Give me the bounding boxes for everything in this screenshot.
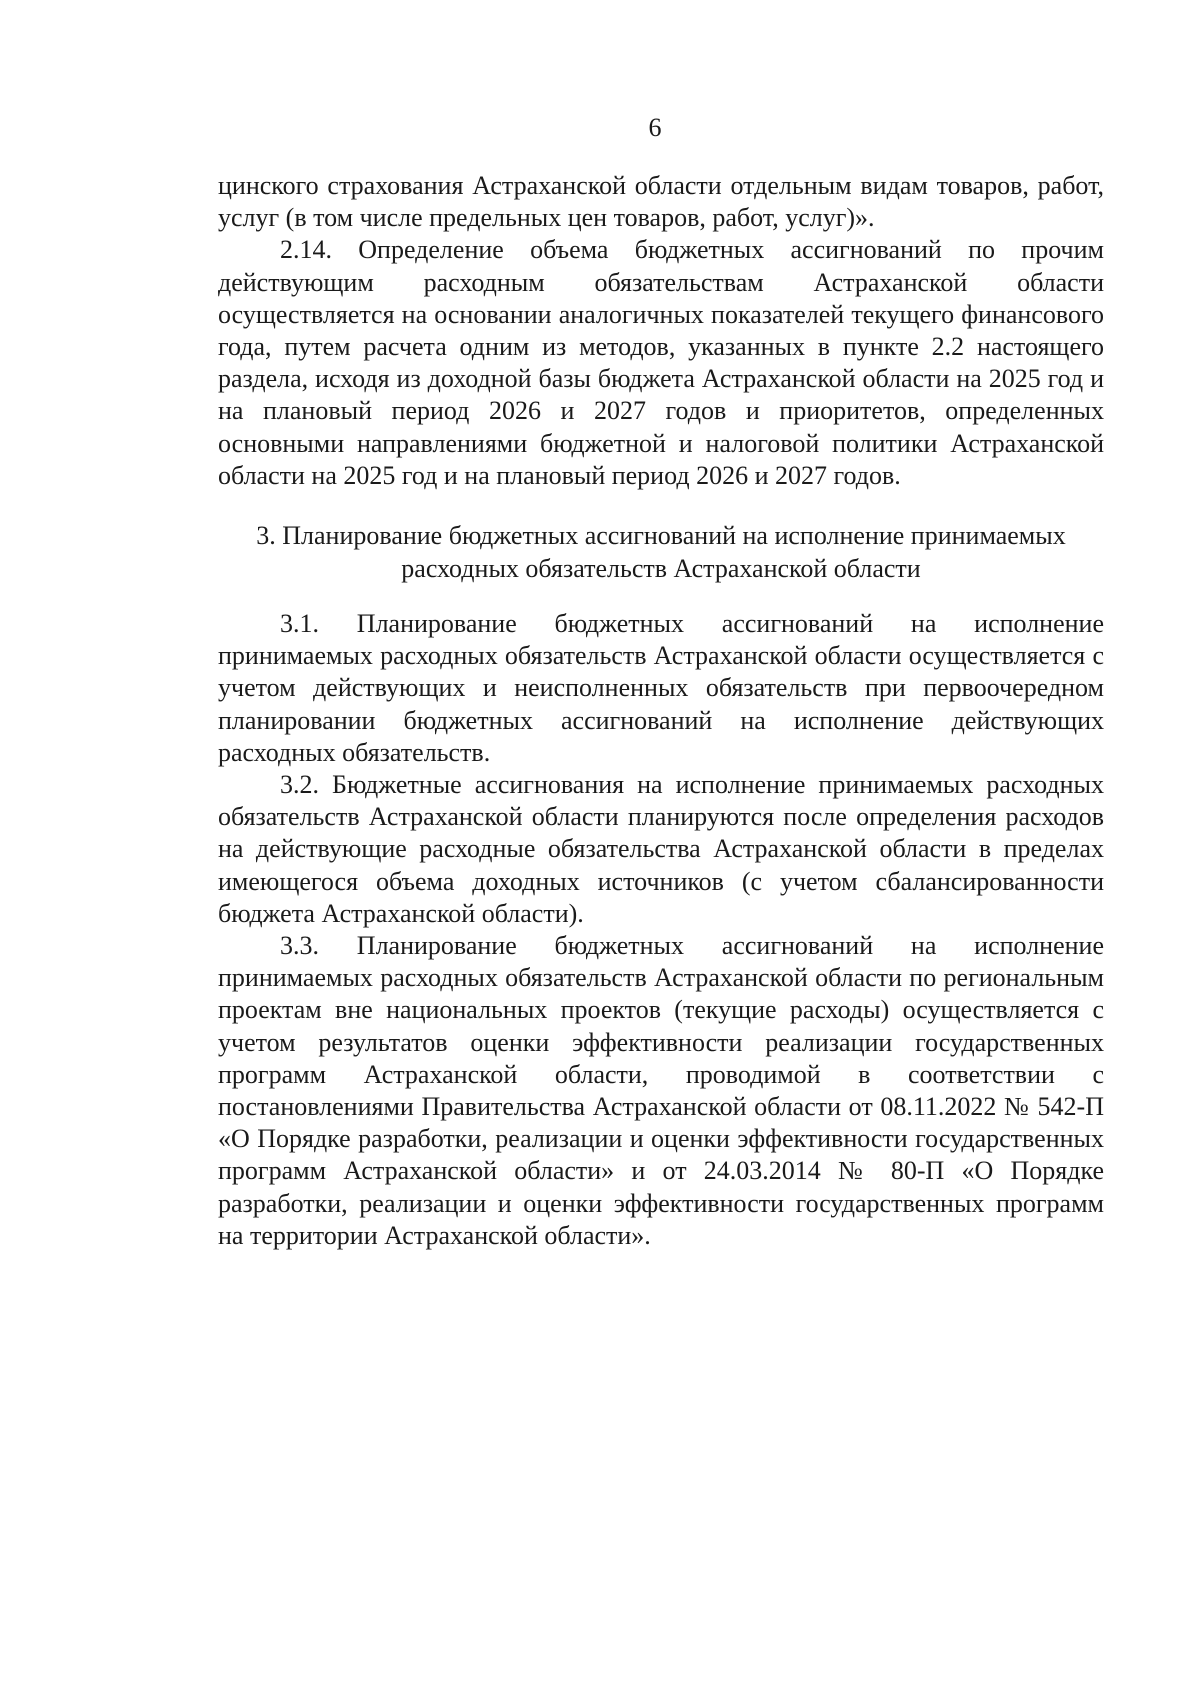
paragraph-3-1: 3.1. Планирование бюджетных ассигнований на исполнение принимаемых расходных обязательств Астраханской области осуществляется с учетом действующих и неисполненных обязательств при первоочередном планировании бюджетных ассигнований на исполнение действующих расходных обязательств. [218,609,1104,767]
paragraph-continuation: цинского страхования Астраханской области отдельным видам товаров, работ, услуг (в том числе предельных цен товаров, работ, услуг)». [218,171,1104,233]
paragraph-3-3: 3.3. Планирование бюджетных ассигнований на исполнение принимаемых расходных обязательств Астраханской области по региональным проектам вне национальных проектов (текущие расходы) осуществляется с учетом результатов оценки эффективности реализации государственных программ Астраханской области, проводимой в соответствии с постановлениями Правительства Астраханской области от 08.11.2022 № 542-П «О Порядке разработки, реализации и оценки эффективности государственных программ Астраханской области» и от 24.03.2014 № 80-П «О Порядке разработки, реализации и оценки эффективности государственных программ на территории Астраханской области». [218,931,1104,1250]
paragraph-2-14: 2.14. Определение объема бюджетных ассигнований по прочим действующим расходным обязательствам Астраханской области осуществляется на основании аналогичных показателей текущего финансового года, путем расчета одним из методов, указанных в пункте 2.2 настоящего раздела, исходя из доходной базы бюджета Астраханской области на 2025 год и на плановый период 2026 и 2027 годов и приоритетов, определенных основными направлениями бюджетной и налоговой политики Астраханской области на 2025 год и на плановый период 2026 и 2027 годов. [218,235,1104,490]
paragraph-3-2: 3.2. Бюджетные ассигнования на исполнение принимаемых расходных обязательств Астраханской области планируются после определения расходов на действующие расходные обязательства Астраханской области в пределах имеющегося объема доходных источников (с учетом сбалансированности бюджета Астраханской области). [218,770,1104,928]
section-3-text-block [218,608,1104,1252]
page-number: 6 [648,113,662,142]
section-heading: 3. Планирование бюджетных ассигнований на исполнение принимаемых расходных обязательств Астраханской области [256,521,1066,583]
top-text-block [218,170,1104,492]
